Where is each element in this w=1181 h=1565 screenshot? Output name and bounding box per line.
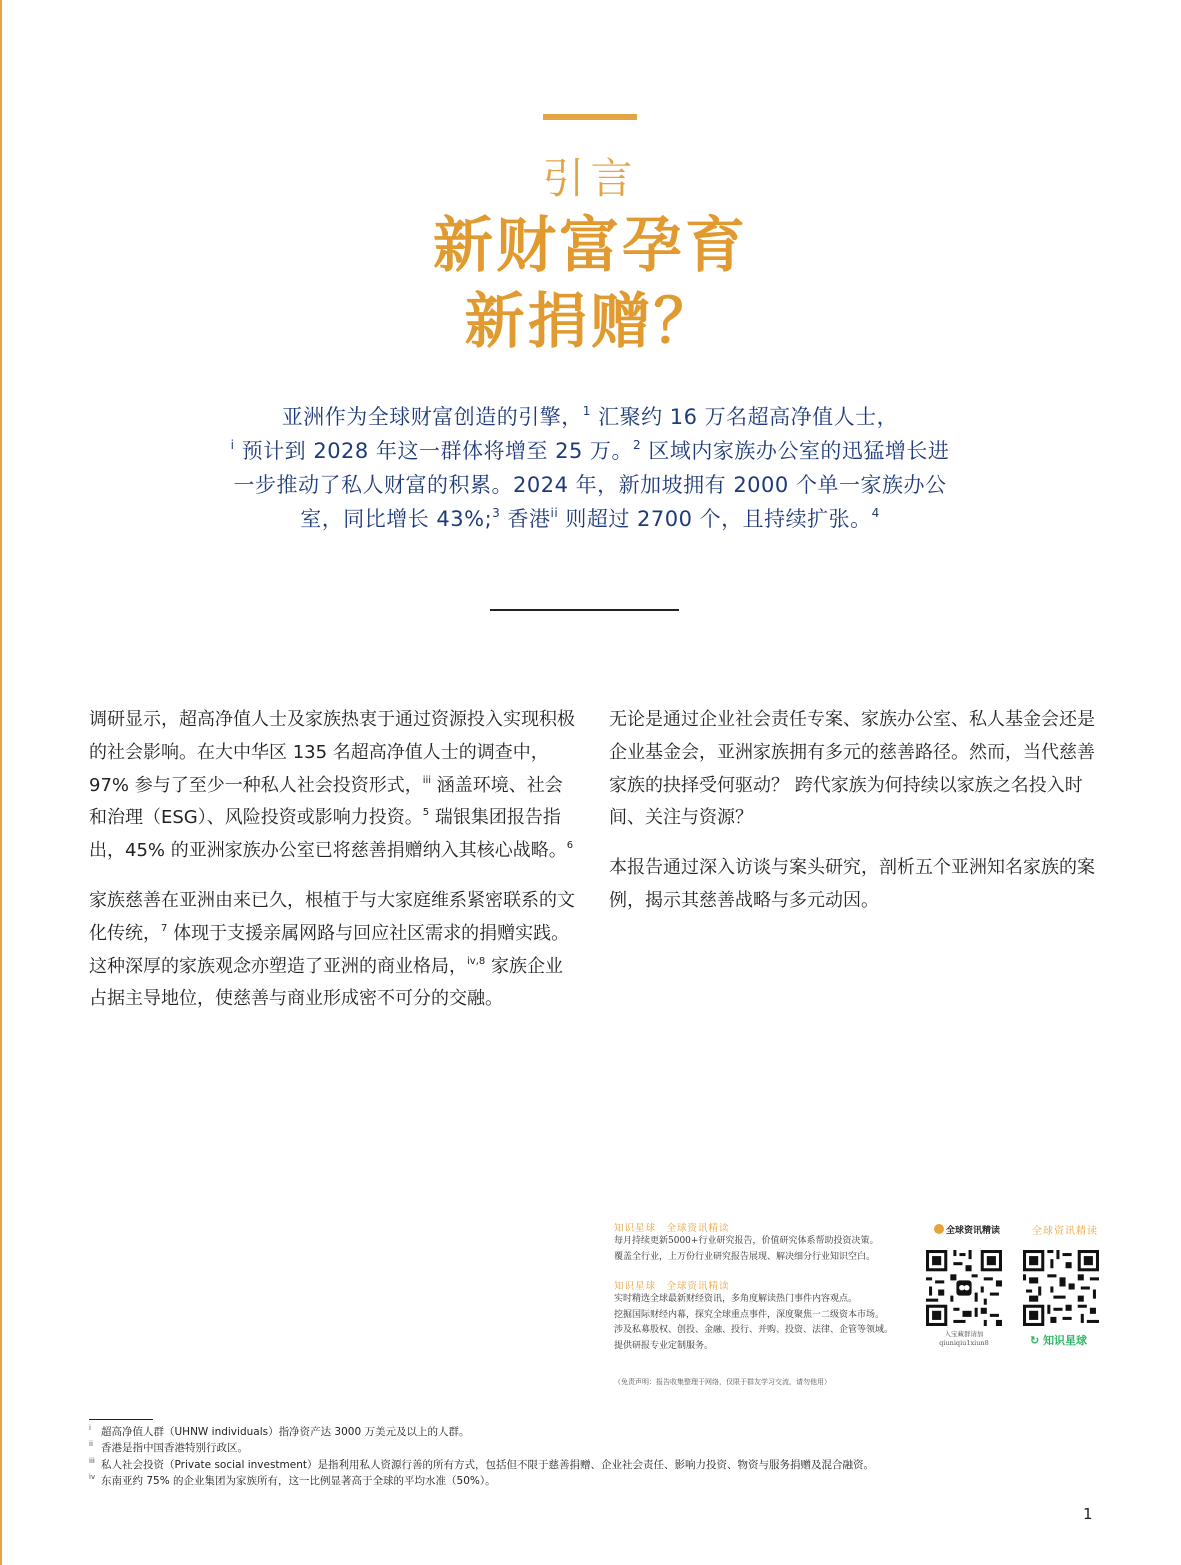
- intro-text: 区域内家族办公室的迅猛增长进一步推动了私人财富的积累。2024 年，新加坡拥有 2000 个单一家族办公室，同比增长 43%;: [233, 439, 950, 531]
- body-text: 家族慈善在亚洲由来已久，根植于与大家庭维系紧密联系的文化传统，: [89, 889, 575, 944]
- body-text: 瑞银集团报告指出，45% 的亚洲家族办公室已将慈善捐赠纳入其核心战略。: [89, 807, 567, 862]
- title-line-2: 新捐赠？: [464, 287, 717, 357]
- footnote-item: $^{ii}$ 香港是指中国香港特别行政区。: [89, 1440, 248, 1455]
- footnote-item: $^{iv}$ 东南亚约 75% 的企业集团为家族所有，这一比例显著高于全球的平均水准（50%）。: [89, 1472, 496, 1487]
- qr-caption-line: 入宝藏群请加: [944, 1330, 984, 1338]
- brand-label-text: 全球资讯精读: [946, 1226, 1001, 1236]
- body-column-right: [609, 704, 1095, 935]
- planet-logo-icon: ↻: [1030, 1334, 1040, 1347]
- footnote-item: $^{iii}$ 私人社会投资（Private social investment）是指利用私人资源行善的所有方式，包括但不限于慈善捐赠、企业社会责任、影响力投资、物资与服务捐赠及混合融资。: [89, 1456, 875, 1471]
- footnote-divider: [89, 1419, 153, 1420]
- promo-text-group-2: [614, 1278, 893, 1354]
- footnote-ref[interactable]: ii: [550, 506, 559, 520]
- section-divider: [490, 609, 679, 611]
- footnote-ref[interactable]: i: [230, 438, 235, 452]
- intro-text: 则超过 2700 个，且持续扩张。: [558, 507, 872, 531]
- body-text: 调研显示，超高净值人士及家族热衷于通过资源投入实现积极的社会影响。在大中华区 135 名超高净值人士的调查中，97% 参与了至少一种私人社会投资形式，: [89, 709, 575, 796]
- footnote-ref[interactable]: iii: [422, 774, 432, 786]
- planet-brand-label: [1030, 1332, 1087, 1348]
- intro-paragraph: [230, 400, 950, 536]
- body-paragraph: [89, 885, 575, 1016]
- title-line-1: 新财富孕育: [433, 211, 748, 281]
- body-text: 家族企业占据主导地位，使慈善与商业形成密不可分的交融。: [89, 955, 563, 1010]
- footnote-text: 东南亚约 75% 的企业集团为家族所有，这一比例显著高于全球的平均水准（50%）。: [101, 1474, 496, 1487]
- planet-brand-text: 知识星球: [1043, 1334, 1088, 1347]
- footnote-ref[interactable]: 4: [871, 506, 880, 520]
- promo-line: 每月持续更新5000+行业研究报告，价值研究体系帮助投资决策。: [614, 1236, 879, 1246]
- promo-heading: 知识星球 全球资讯精读: [614, 1281, 730, 1292]
- body-text: 体现于支援亲属网路与回应社区需求的捐赠实践。这种深厚的家族观念亦塑造了亚洲的商业格局，: [89, 922, 570, 977]
- footnote-text: 超高净值人群（UHNW individuals）指净资产达 3000 万美元及以上的人群。: [101, 1426, 470, 1438]
- promo-text-group-1: [614, 1220, 878, 1265]
- footnote-ref[interactable]: iv,8: [467, 955, 486, 967]
- intro-text: 汇聚约 16 万名超高净值人士，: [590, 405, 899, 429]
- footnote-ref[interactable]: 5: [422, 807, 430, 819]
- promo-line: 提供研报专业定制服务。: [614, 1340, 714, 1351]
- qr-caption-line: qiuniqiu1xiun8: [939, 1339, 989, 1347]
- promo-disclaimer: （免责声明：报告收集整理于网络，仅限于群友学习交流，请勿他用）: [614, 1378, 831, 1386]
- body-text: 涵盖环境、社会和治理（ESG）、风险投资或影响力投资。: [89, 774, 563, 829]
- footnote-ref[interactable]: 7: [161, 922, 168, 934]
- body-paragraph: 本报告通过深入访谈与案头研究，剖析五个亚洲知名家族的案例，揭示其慈善战略与多元动因。: [609, 857, 1095, 911]
- title-accent-bar: [543, 114, 637, 120]
- brand-logo-icon: [934, 1224, 944, 1234]
- footnote-item: $^i$ 超高净值人群（UHNW individuals）指净资产达 3000 万美元及以上的人群。: [89, 1424, 470, 1438]
- body-paragraph: [89, 704, 575, 868]
- footnote-text: 香港是指中国香港特别行政区。: [101, 1442, 248, 1455]
- intro-text: 香港: [500, 507, 551, 531]
- footnote-ref[interactable]: 3: [492, 506, 501, 520]
- promo-line: 涉及私募股权、创投、金融、投行、并购、投资、法律、企管等领域。: [614, 1325, 894, 1335]
- promo-line: 覆盖全行业，上万份行业研究报告展现、解决细分行业知识空白。: [614, 1251, 876, 1262]
- planet-qr-code-icon[interactable]: [1023, 1250, 1099, 1326]
- promo-line: 挖掘国际财经内幕，探究全球重点事件，深度聚焦一二级资本市场。: [614, 1309, 885, 1320]
- page-title: [0, 208, 1181, 360]
- page-number: 1: [1083, 1505, 1093, 1523]
- right-brand-label: 全球资讯精读: [1032, 1226, 1098, 1237]
- promo-heading: 知识星球 全球资讯精读: [614, 1223, 730, 1234]
- footnote-ref[interactable]: 6: [566, 840, 574, 852]
- footnotes: [89, 1424, 1089, 1489]
- body-column-left: [89, 704, 575, 1033]
- footnote-text: 私人社会投资（Private social investment）是指利用私人资源行善的所有方式，包括但不限于慈善捐赠、企业社会责任、影响力投资、物资与服务捐赠及混合融资。: [101, 1458, 875, 1471]
- footnote-ref[interactable]: 2: [633, 438, 642, 452]
- body-paragraph: 无论是通过企业社会责任专案、家族办公室、私人基金会还是企业基金会，亚洲家族拥有多元的慈善路径。然而，当代慈善家族的抉择受何驱动？ 跨代家族为何持续以家族之名投入时间、关注与资源？: [609, 709, 1095, 829]
- footnote-ref[interactable]: 1: [582, 404, 591, 418]
- promo-line: 实时精选全球最新财经资讯，多角度解读热门事件内容观点。: [614, 1294, 858, 1304]
- wechat-brand-label: [934, 1223, 1000, 1236]
- qr-caption: [926, 1330, 1002, 1348]
- intro-text: 预计到 2028 年这一群体将增至 25 万。: [234, 439, 634, 463]
- promo-block: [614, 1220, 1100, 1390]
- section-kicker: 引言: [542, 154, 639, 203]
- wechat-qr-code-icon[interactable]: [926, 1250, 1002, 1326]
- intro-text: 亚洲作为全球财富创造的引擎，: [281, 405, 583, 429]
